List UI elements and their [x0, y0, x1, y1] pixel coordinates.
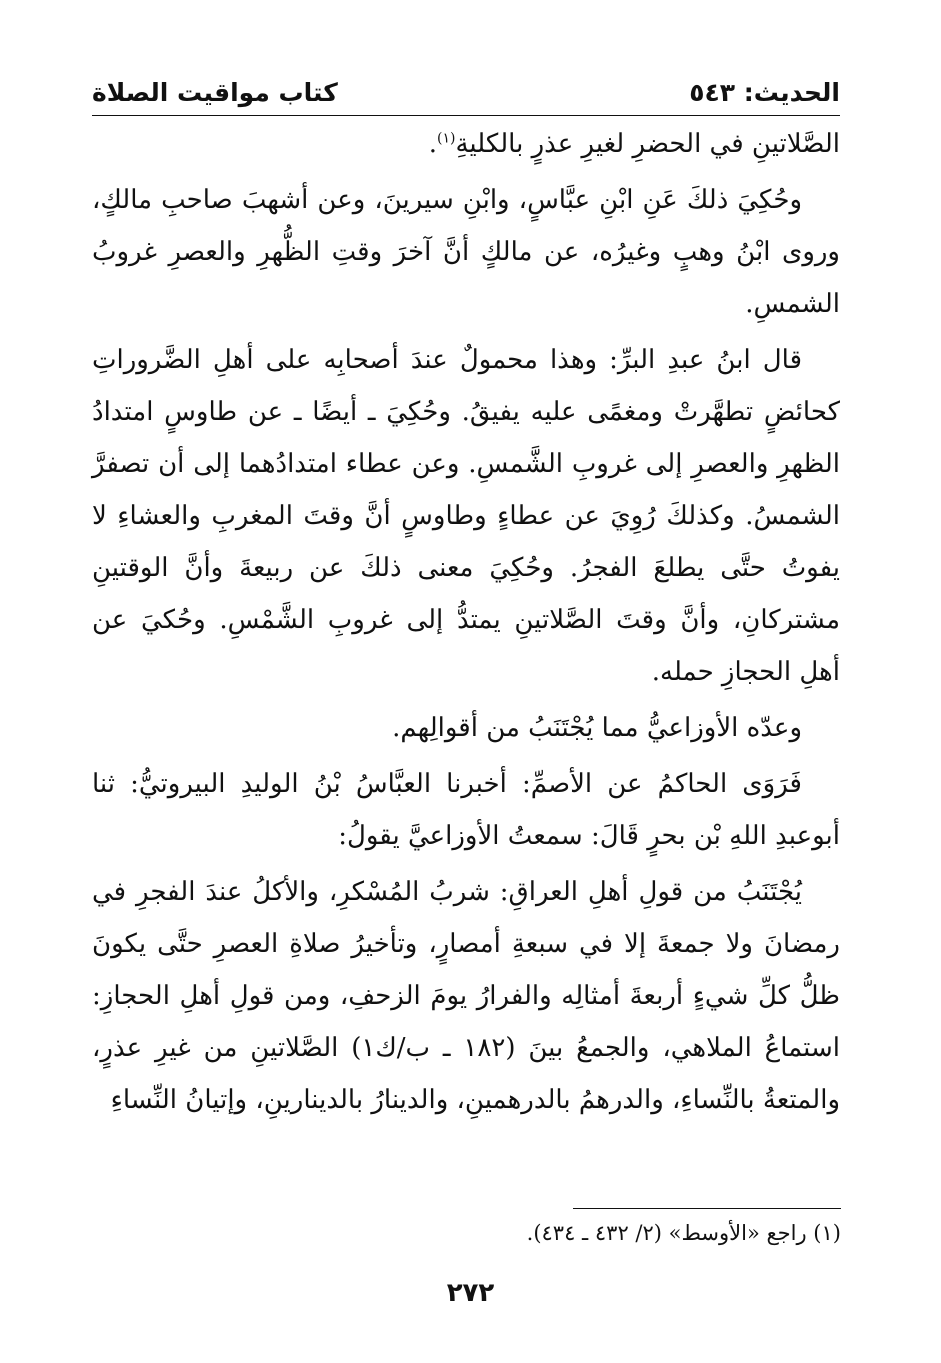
page-number: ٢٧٢	[446, 1278, 495, 1308]
main-text	[92, 118, 840, 1126]
footnote: (١) راجع «الأوسط» (٢/ ٤٣٢ ـ ٤٣٤).	[526, 1221, 841, 1245]
paragraph-3: قال ابنُ عبدِ البرِّ: وهذا محمولٌ عندَ أصحابِه على أهلِ الضَّروراتِ كحائضٍ تطهَّرتْ ومغمًى عليه يفيقُ. وحُكِيَ ـ أيضًا ـ عن طاوسٍ امتدادُ الظهرِ والعصرِ إلى غروبِ الشَّمسِ. وعن عطاء امتدادُهما إلى أن تصفرَّ الشمسُ. وكذلكَ رُوِيَ عن عطاءٍ وطاوسٍ أنَّ وقتَ المغربِ والعشاءِ لا يفوتُ حتَّى يطلعَ الفجرُ. وحُكِيَ معنى ذلكَ عن ربيعةَ وأنَّ الوقتينِ مشتركانِ، وأنَّ وقتَ الصَّلاتينِ يمتدُّ إلى غروبِ الشَّمْسِ. وحُكيَ عن أهلِ الحجازِ حمله.	[92, 345, 840, 687]
paragraph-6: يُجْتَنَبُ من قولِ أهلِ العراقِ: شربُ المُسْكرِ، والأكلُ عندَ الفجرِ في رمضانَ ولا جمعةَ إلا في سبعةِ أمصارٍ، وتأخيرُ صلاةِ العصرِ حتَّى يكونَ ظلُّ كلِّ شيءٍ أربعةَ أمثالِه والفرارُ يومَ الزحفِ، ومن قولِ أهلِ الحجازِ: استماعُ الملاهي، والجمعُ بينَ (١٨٢ ـ ب/ك١) الصَّلاتينِ من غيرِ عذرٍ، والمتعةُ بالنِّساءِ، والدرهمُ بالدرهمينِ، والدينارُ بالدينارينِ، وإتيانُ النِّساءِ	[92, 877, 841, 1115]
paragraph-1	[92, 118, 840, 170]
paragraph-5: فَرَوَى الحاكمُ عن الأصمِّ: أخبرنا العبَّاسُ بْنُ الوليدِ البيروتيُّ: ثنا أبوعبدِ اللهِ بْن بحرٍ قَالَ: سمعتُ الأوزاعيَّ يقولُ:	[92, 769, 840, 851]
running-header	[92, 62, 840, 108]
paragraph-4: وعدّه الأوزاعيُّ مما يُجْتَنَبُ من أقوالِهم.	[392, 713, 802, 743]
paragraph-2: وحُكِيَ ذلكَ عَنِ ابْنِ عبَّاسٍ، وابْنِ سيرينَ، وعن أشهبَ صاحبِ مالكٍ، وروى ابْنُ وهبٍ وغيرُه، عن مالكٍ أنَّ آخرَ وقتِ الظُّهرِ والعصرِ غروبُ الشمسِ.	[92, 185, 840, 319]
book-title: كتاب مواقيت الصلاة	[92, 78, 338, 107]
footnote-divider	[573, 1208, 841, 1209]
hadith-number-label: الحديث: ٥٤٣	[689, 78, 840, 107]
paragraph-tail: .	[428, 129, 437, 159]
footnote-marker[interactable]: (١)	[437, 130, 456, 147]
paragraph-text: الصَّلاتينِ في الحضرِ لغيرِ عذرٍ بالكليةِ	[455, 129, 840, 159]
header-divider	[92, 115, 840, 116]
